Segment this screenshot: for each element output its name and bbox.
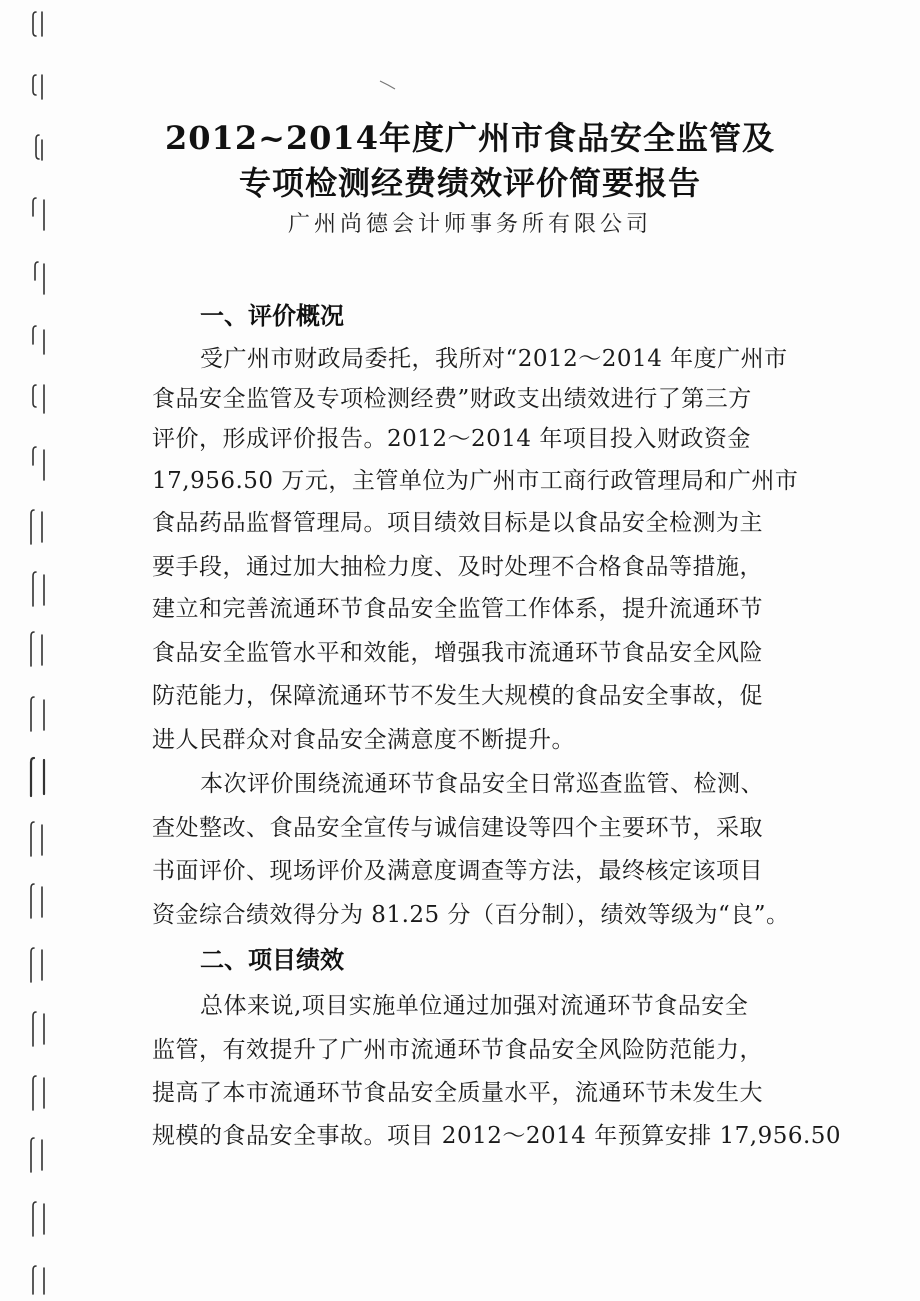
section-heading-performance: 二、项目绩效: [200, 945, 344, 974]
paragraph-line: 受广州市财政局委托，我所对“2012～2014 年度广州市: [200, 346, 788, 372]
scan-artifact-icon: [378, 78, 398, 92]
section-heading-overview: 一、评价概况: [200, 301, 344, 330]
paragraph-line: 总体来说,项目实施单位通过加强对流通环节食品安全: [200, 993, 749, 1019]
paragraph-line: 本次评价围绕流通环节食品安全日常巡查监管、检测、: [200, 771, 764, 797]
paragraph-line: 食品安全监管水平和效能，增强我市流通环节食品安全风险: [152, 640, 763, 666]
binding-marks-icon: [20, 0, 60, 1301]
paragraph-line: 防范能力，保障流通环节不发生大规模的食品安全事故，促: [152, 683, 763, 709]
report-title-line2: 专项检测经费绩效评价简要报告: [238, 164, 701, 202]
paragraph-line: 查处整改、食品安全宣传与诚信建设等四个主要环节，采取: [152, 815, 763, 841]
paragraph-line: 食品药品监督管理局。项目绩效目标是以食品安全检测为主: [152, 510, 763, 536]
paragraph-line: 监管，有效提升了广州市流通环节食品安全风险防范能力，: [152, 1037, 763, 1063]
paragraph-line: 要手段，通过加大抽检力度、及时处理不合格食品等措施，: [152, 554, 763, 580]
paragraph-line: 规模的食品安全事故。项目 2012～2014 年预算安排 17,956.50: [152, 1123, 842, 1149]
paragraph-line: 提高了本市流通环节食品安全质量水平，流通环节未发生大: [152, 1080, 763, 1106]
paragraph-line: 建立和完善流通环节食品安全监管工作体系，提升流通环节: [152, 596, 763, 622]
paragraph-line: 进人民群众对食品安全满意度不断提升。: [152, 727, 575, 753]
binding-holes: [20, 0, 60, 1301]
report-title-line1: 2012~2014年度广州市食品安全监管及: [165, 119, 775, 157]
paragraph-line: 评价，形成评价报告。2012～2014 年项目投入财政资金: [152, 426, 751, 452]
paragraph-line: 资金综合绩效得分为 81.25 分（百分制），绩效等级为“良”。: [152, 902, 790, 928]
paragraph-line: 17,956.50 万元，主管单位为广州市工商行政管理局和广州市: [152, 468, 799, 494]
report-author: 广州尚德会计师事务所有限公司: [287, 212, 652, 237]
paragraph-line: 书面评价、现场评价及满意度调查等方法，最终核定该项目: [152, 858, 763, 884]
paragraph-line: 食品安全监管及专项检测经费”财政支出绩效进行了第三方: [152, 386, 752, 412]
